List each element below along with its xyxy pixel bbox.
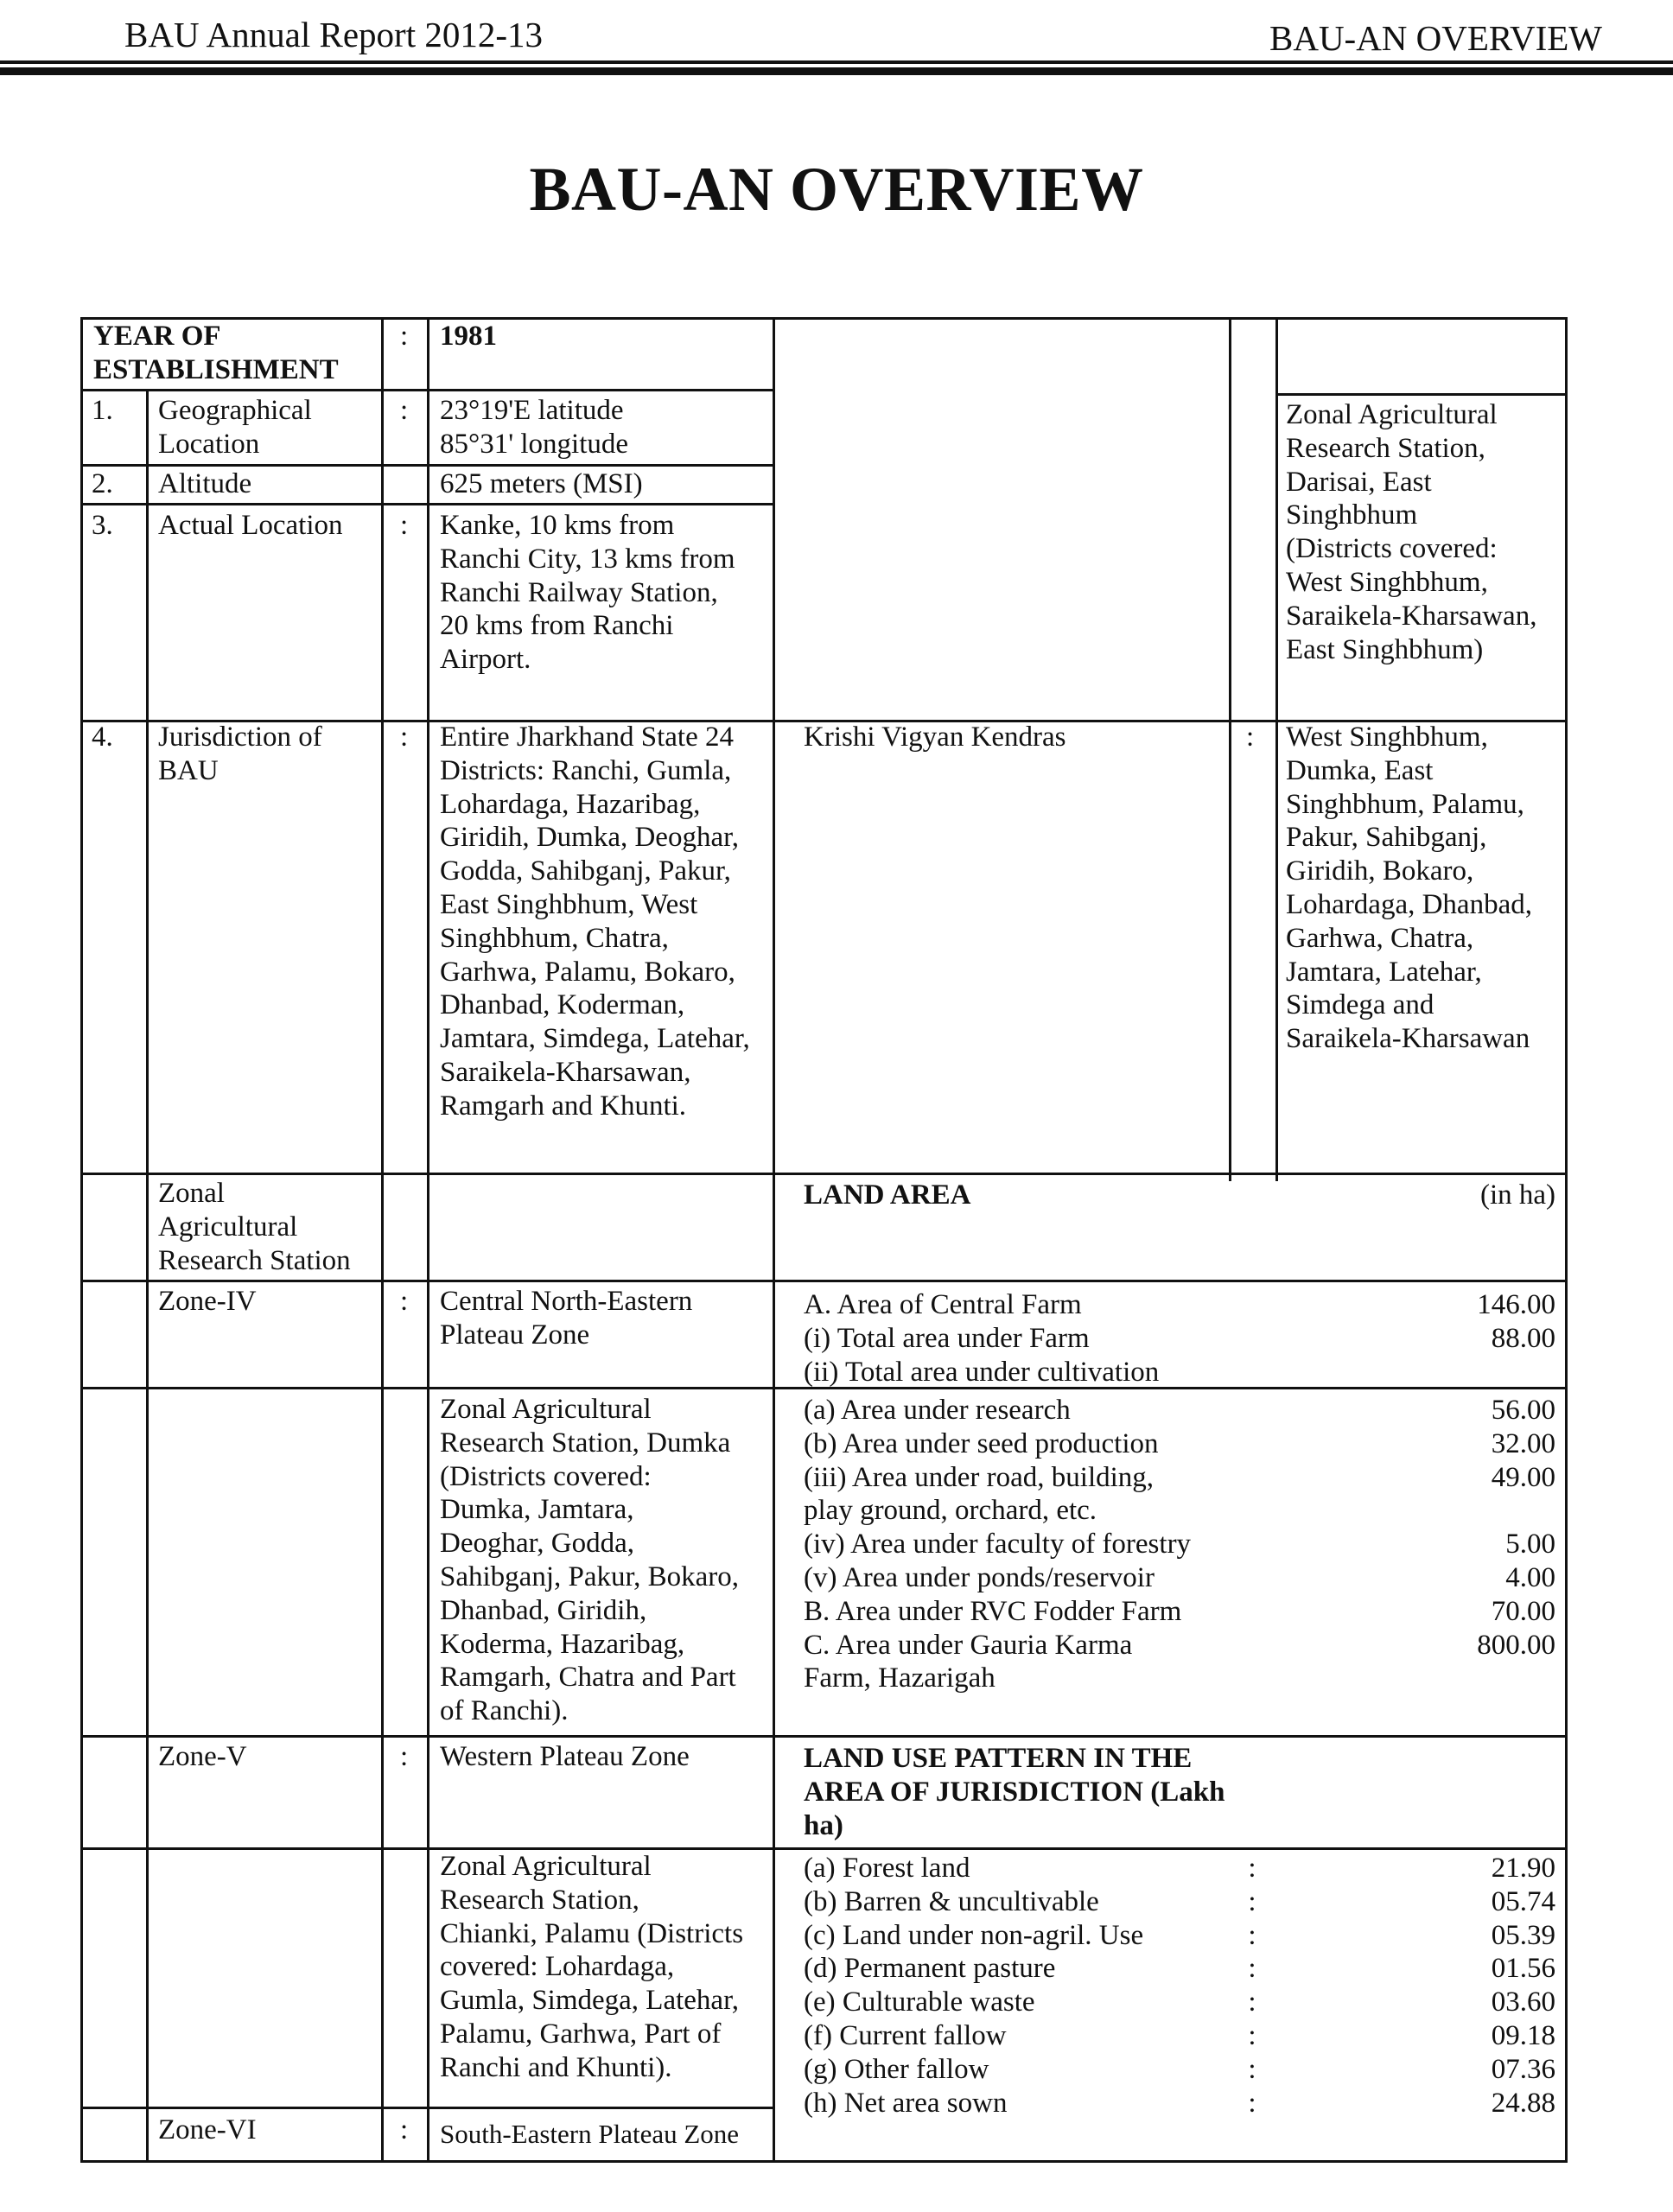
year-colon: : [400,321,409,352]
row-line-altitude [80,503,774,505]
geo-label: Geographical Location [158,395,312,460]
altitude-value: 625 meters (MSI) [440,468,643,499]
land-use-heading: LAND USE PATTERN IN THE AREA OF JURISDICTION (Lakh ha) [804,1743,1225,1841]
row-line-right-top [1275,393,1568,396]
header-section-title: BAU-AN OVERVIEW [1269,18,1602,58]
col-line-right-label [1229,317,1231,1181]
land-area-heading: LAND AREA [804,1179,971,1211]
jurisdiction-colon: : [400,721,409,753]
location-value: Kanke, 10 kms from Ranchi City, 13 kms from Ranchi Railway Station, 20 kms from Ranchi Airport. [440,510,735,676]
page-title: BAU-AN OVERVIEW [529,155,1144,224]
land-use-colons: : : : : : : : : [1248,1853,1256,2119]
altitude-number: 2. [92,468,113,499]
zars-heading: Zonal Agricultural Research Station [158,1178,351,1276]
header-report-title: BAU Annual Report 2012-13 [124,15,543,54]
row-line-landuse [80,1847,1568,1850]
col-line-value [773,317,775,2162]
col-line-label [381,317,384,2162]
row-line-zone6 [80,2107,774,2109]
jurisdiction-value: Entire Jharkhand State 24 Districts: Ranchi, Gumla, Lohardaga, Hazaribag, Giridih, Dumka, Deoghar, Godda, Sahibganj, Pakur, East Singhbhum, West Singhbhum, Chatra, Garhwa, Palamu, Bokaro, Dhanbad, Koderman, Jamtara, Simdega, Latehar, Saraikela-Kharsawan, Ramgarh and Khunti. [440,721,750,1122]
zone5-colon: : [400,1741,409,1772]
land-items-2: (a) Area under research (b) Area under seed production (iii) Area under road, building, play ground, orchard, etc. (iv) Area under faculty of forestry (v) Area under ponds/reservoir B. Area under RVC Fodder Farm C. Area under Gauria Karma Farm, Hazarigah [804,1395,1192,1694]
table-border-bottom [80,2160,1568,2163]
zars-palamu: Zonal Agricultural Research Station, Chianki, Palamu (Districts covered: Lohardaga, Gumla, Simdega, Latehar, Palamu, Garhwa, Part of Ranchi and Khunti). [440,1851,744,2083]
row-line-zone5 [80,1735,1568,1738]
land-values-2: 56.00 32.00 49.00 5.00 4.00 70.00 800.00 [1477,1395,1555,1661]
kvk-label: Krishi Vigyan Kendras [804,721,1066,753]
land-use-items: (a) Forest land (b) Barren & uncultivable (c) Land under non-agril. Use (d) Permanent pasture (e) Culturable waste (f) Current fallow (g) Other fallow (h) Net area sown [804,1853,1144,2119]
table-border-right [1565,317,1568,2163]
zone4-label: Zone-IV [158,1286,257,1317]
header-rule-thick [0,67,1673,75]
zone6-colon: : [400,2114,409,2145]
zone6-value: South-Eastern Plateau Zone [440,2119,740,2149]
altitude-label: Altitude [158,468,252,499]
land-area-unit: (in ha) [1479,1179,1555,1211]
zone4-colon: : [400,1286,409,1317]
location-number: 3. [92,510,113,541]
zone6-label: Zone-VI [158,2114,257,2145]
year-value: 1981 [440,321,497,352]
header-rule-thin [0,60,1673,64]
kvk-value: West Singhbhum, Dumka, East Singhbhum, Palamu, Pakur, Sahibganj, Giridih, Bokaro, Lohardaga, Dhanbad, Garhwa, Chatra, Jamtara, Latehar, Simdega and Saraikela-Kharsawan [1286,721,1532,1055]
year-label: YEAR OF ESTABLISHMENT [93,321,339,385]
row-line-zone4 [80,1280,1568,1282]
zars-dumka: Zonal Agricultural Research Station, Dumka (Districts covered: Dumka, Jamtara, Deoghar, Godda, Sahibganj, Pakur, Bokaro, Dhanbad, Giridih, Koderma, Hazaribag, Ramgarh, Chatra and Part of Ranchi). [440,1394,740,1727]
row-line-geo [80,464,774,467]
geo-value: 23°19'E latitude 85°31' longitude [440,395,629,460]
col-line-colon [427,317,429,2162]
row-line-year [80,389,774,391]
location-label: Actual Location [158,510,343,541]
land-use-values: 21.90 05.74 05.39 01.56 03.60 09.18 07.36 24.88 [1491,1853,1555,2119]
geo-colon: : [400,395,409,426]
zone5-value: Western Plateau Zone [440,1741,690,1772]
land-items-1: A. Area of Central Farm (i) Total area under Farm (ii) Total area under cultivation [804,1289,1160,1388]
zone5-label: Zone-V [158,1741,247,1772]
col-line-right-colon [1275,317,1278,1181]
row-line-zars [80,1173,1568,1175]
kvk-colon: : [1246,721,1255,753]
zars-darisai: Zonal Agricultural Research Station, Darisai, East Singhbhum (Districts covered: West Singhbhum, Saraikela-Kharsawan, East Singhbhum) [1286,399,1537,665]
location-colon: : [400,510,409,541]
geo-number: 1. [92,395,113,426]
jurisdiction-number: 4. [92,721,113,753]
land-values-1: 146.00 88.00 [1477,1289,1555,1354]
zone4-value: Central North-Eastern Plateau Zone [440,1286,693,1351]
col-line-number [146,391,149,2162]
table-border-left [80,317,83,2163]
jurisdiction-label: Jurisdiction of BAU [158,721,322,786]
